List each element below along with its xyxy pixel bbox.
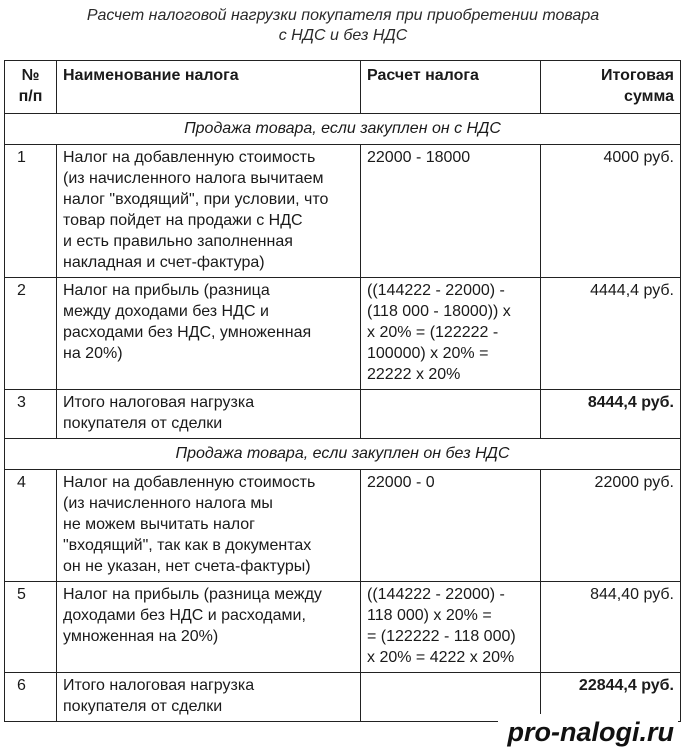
tax-name-line: накладная и счет-фактура) (63, 254, 265, 271)
total-amount: 22844,4 руб. (541, 673, 681, 722)
tax-name-line: товар пойдет на продажи с НДС (63, 212, 303, 229)
tax-name (57, 390, 361, 439)
tax-name-line: Налог на прибыль (разница между (63, 586, 322, 603)
tax-name-line: и есть правильно заполненная (63, 233, 293, 250)
tax-name-line: покупателя от сделки (63, 415, 223, 432)
tax-name (57, 673, 361, 722)
table-row (5, 582, 681, 673)
total-amount: 22000 руб. (541, 470, 681, 582)
tax-calculation-line: 22000 - 0 (367, 474, 435, 491)
total-amount: 4000 руб. (541, 145, 681, 278)
section-row-2 (5, 439, 681, 470)
tax-calculation (361, 145, 541, 278)
row-number: 2 (5, 278, 57, 390)
section-label-2: Продажа товара, если закуплен он без НДС (5, 439, 681, 470)
tax-calculation (361, 390, 541, 439)
tax-name-line: Налог на прибыль (разница (63, 282, 270, 299)
total-amount: 4444,4 руб. (541, 278, 681, 390)
tax-calculation-line: 118 000) x 20% = (367, 607, 492, 624)
tax-table (4, 60, 681, 722)
row-number: 1 (5, 145, 57, 278)
row-number: 6 (5, 673, 57, 722)
document-title (0, 6, 686, 46)
tax-name (57, 582, 361, 673)
tax-name-line: Налог на добавленную стоимость (63, 149, 316, 166)
tax-name (57, 278, 361, 390)
tax-calculation-line: x 20% = (122222 - (367, 324, 499, 341)
table-row (5, 145, 681, 278)
tax-name-line: "входящий", так как в документах (63, 537, 312, 554)
tax-name-line: (из начисленного налога вычитаем (63, 170, 324, 187)
tax-calculation-line: ((144222 - 22000) - (367, 282, 505, 299)
table-row (5, 278, 681, 390)
tax-calculation-line: (118 000 - 18000)) x (367, 303, 511, 320)
section-row-1 (5, 114, 681, 145)
watermark: pro-nalogi.ru (498, 714, 678, 750)
tax-name-line: доходами без НДС и расходами, (63, 607, 306, 624)
row-number: 3 (5, 390, 57, 439)
tax-calculation-line: x 20% = 4222 x 20% (367, 649, 515, 666)
tax-name-line: покупателя от сделки (63, 698, 223, 715)
table-row (5, 390, 681, 439)
total-amount: 8444,4 руб. (541, 390, 681, 439)
header-num: № п/п (5, 61, 57, 114)
table-row (5, 470, 681, 582)
tax-calculation-line: 22000 - 18000 (367, 149, 471, 166)
tax-name-line: расходами без НДС, умноженная (63, 324, 312, 341)
tax-name-line: он не указан, нет счета-фактуры) (63, 558, 311, 575)
row-number: 5 (5, 582, 57, 673)
tax-calculation-line: ((144222 - 22000) - (367, 586, 505, 603)
header-row (5, 61, 681, 114)
tax-name-line: не можем вычитать налог (63, 516, 256, 533)
header-calc: Расчет налога (361, 61, 541, 114)
title-line-2: с НДС и без НДС (278, 27, 408, 44)
tax-name-line: между доходами без НДС и (63, 303, 269, 320)
tax-name-line: Итого налоговая нагрузка (63, 394, 255, 411)
tax-calculation (361, 278, 541, 390)
tax-name-line: Итого налоговая нагрузка (63, 677, 255, 694)
header-total: Итоговая сумма (541, 61, 681, 114)
header-name: Наименование налога (57, 61, 361, 114)
tax-name (57, 145, 361, 278)
tax-calculation (361, 470, 541, 582)
total-amount: 844,40 руб. (541, 582, 681, 673)
tax-name-line: (из начисленного налога мы (63, 495, 273, 512)
tax-calculation (361, 582, 541, 673)
tax-name (57, 470, 361, 582)
section-label-1: Продажа товара, если закуплен он с НДС (5, 114, 681, 145)
tax-name-line: на 20%) (63, 345, 123, 362)
tax-name-line: налог "входящий", при условии, что (63, 191, 329, 208)
tax-calculation-line: 100000) x 20% = (367, 345, 489, 362)
tax-calculation-line: 22222 x 20% (367, 366, 461, 383)
title-line-1: Расчет налоговой нагрузки покупателя при приобретении товара (86, 7, 600, 24)
tax-calculation-line: = (122222 - 118 000) (367, 628, 516, 645)
tax-name-line: умноженная на 20%) (63, 628, 219, 645)
tax-name-line: Налог на добавленную стоимость (63, 474, 316, 491)
row-number: 4 (5, 470, 57, 582)
